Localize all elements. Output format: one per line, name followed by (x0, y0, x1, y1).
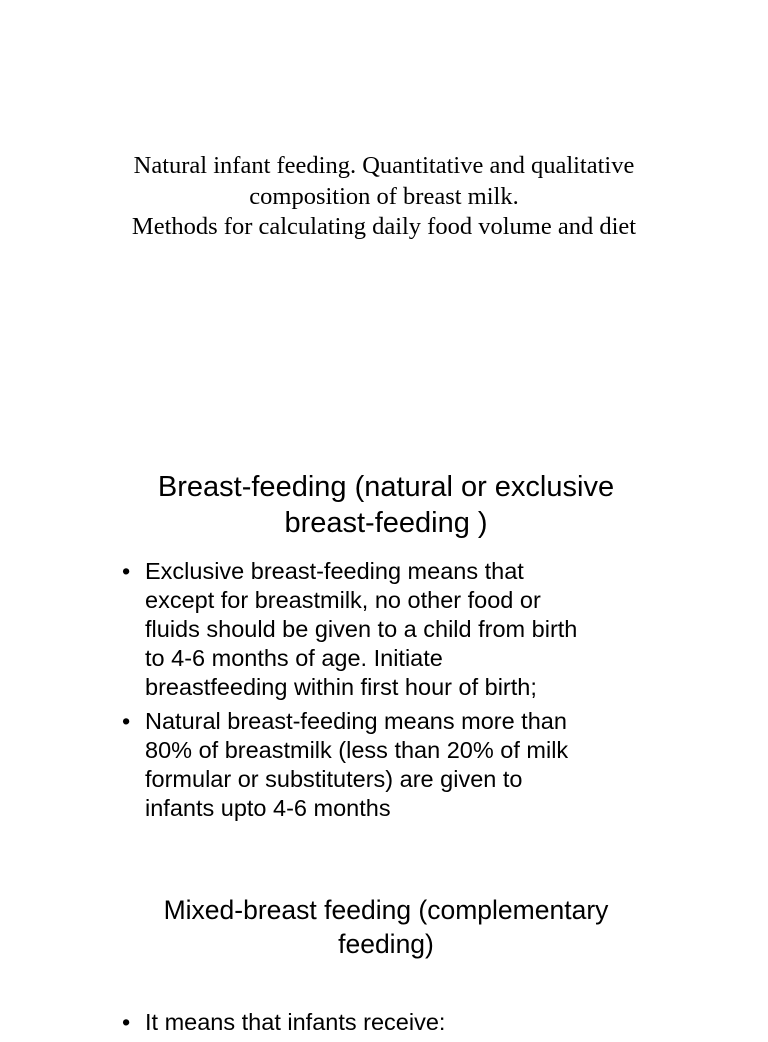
heading-line-1: Breast-feeding (natural or exclusive (157, 471, 615, 503)
bullet-text-line: 80% of breastmilk (less than 20% of milk (145, 737, 569, 763)
bullet-item-mixed (118, 1008, 678, 1037)
bullet-text-line: Natural breast-feeding means more than (145, 708, 567, 734)
title-line-3: Methods for calculating daily food volume and diet (131, 213, 637, 240)
section-heading-breast-feeding (2, 469, 768, 541)
section-heading-mixed-feeding (2, 893, 768, 961)
breast-feeding-bullet-list (118, 557, 678, 828)
title-line-1: Natural infant feeding. Quantitative and qualitative (133, 152, 635, 179)
bullet-text-line: to 4-6 months of age. Initiate (145, 645, 443, 671)
bullet-text-line: Exclusive breast-feeding means that (145, 558, 524, 584)
bullet-text-line: formular or substituters) are given to (145, 766, 523, 792)
bullet-item-exclusive (118, 557, 678, 702)
title-line-2: composition of breast milk. (249, 182, 519, 210)
bullet-icon: • (122, 558, 131, 584)
bullet-text-line: breastfeeding within first hour of birth; (145, 674, 537, 700)
bullet-text-line: It means that infants receive: (145, 1009, 446, 1035)
bullet-text-line: fluids should be given to a child from birth (145, 616, 578, 642)
bullet-icon: • (122, 708, 131, 734)
bullet-item-natural (118, 707, 678, 823)
bullet-text-line: except for breastmilk, no other food or (145, 587, 541, 613)
heading-line-2: breast-feeding ) (284, 507, 488, 539)
heading-line-1: Mixed-breast feeding (complementary (163, 895, 609, 925)
bullet-icon: • (122, 1009, 131, 1035)
mixed-feeding-bullet-list (118, 1008, 678, 1042)
document-title (0, 151, 768, 243)
bullet-text-line: infants upto 4-6 months (145, 795, 391, 821)
heading-line-2: feeding) (338, 929, 434, 959)
